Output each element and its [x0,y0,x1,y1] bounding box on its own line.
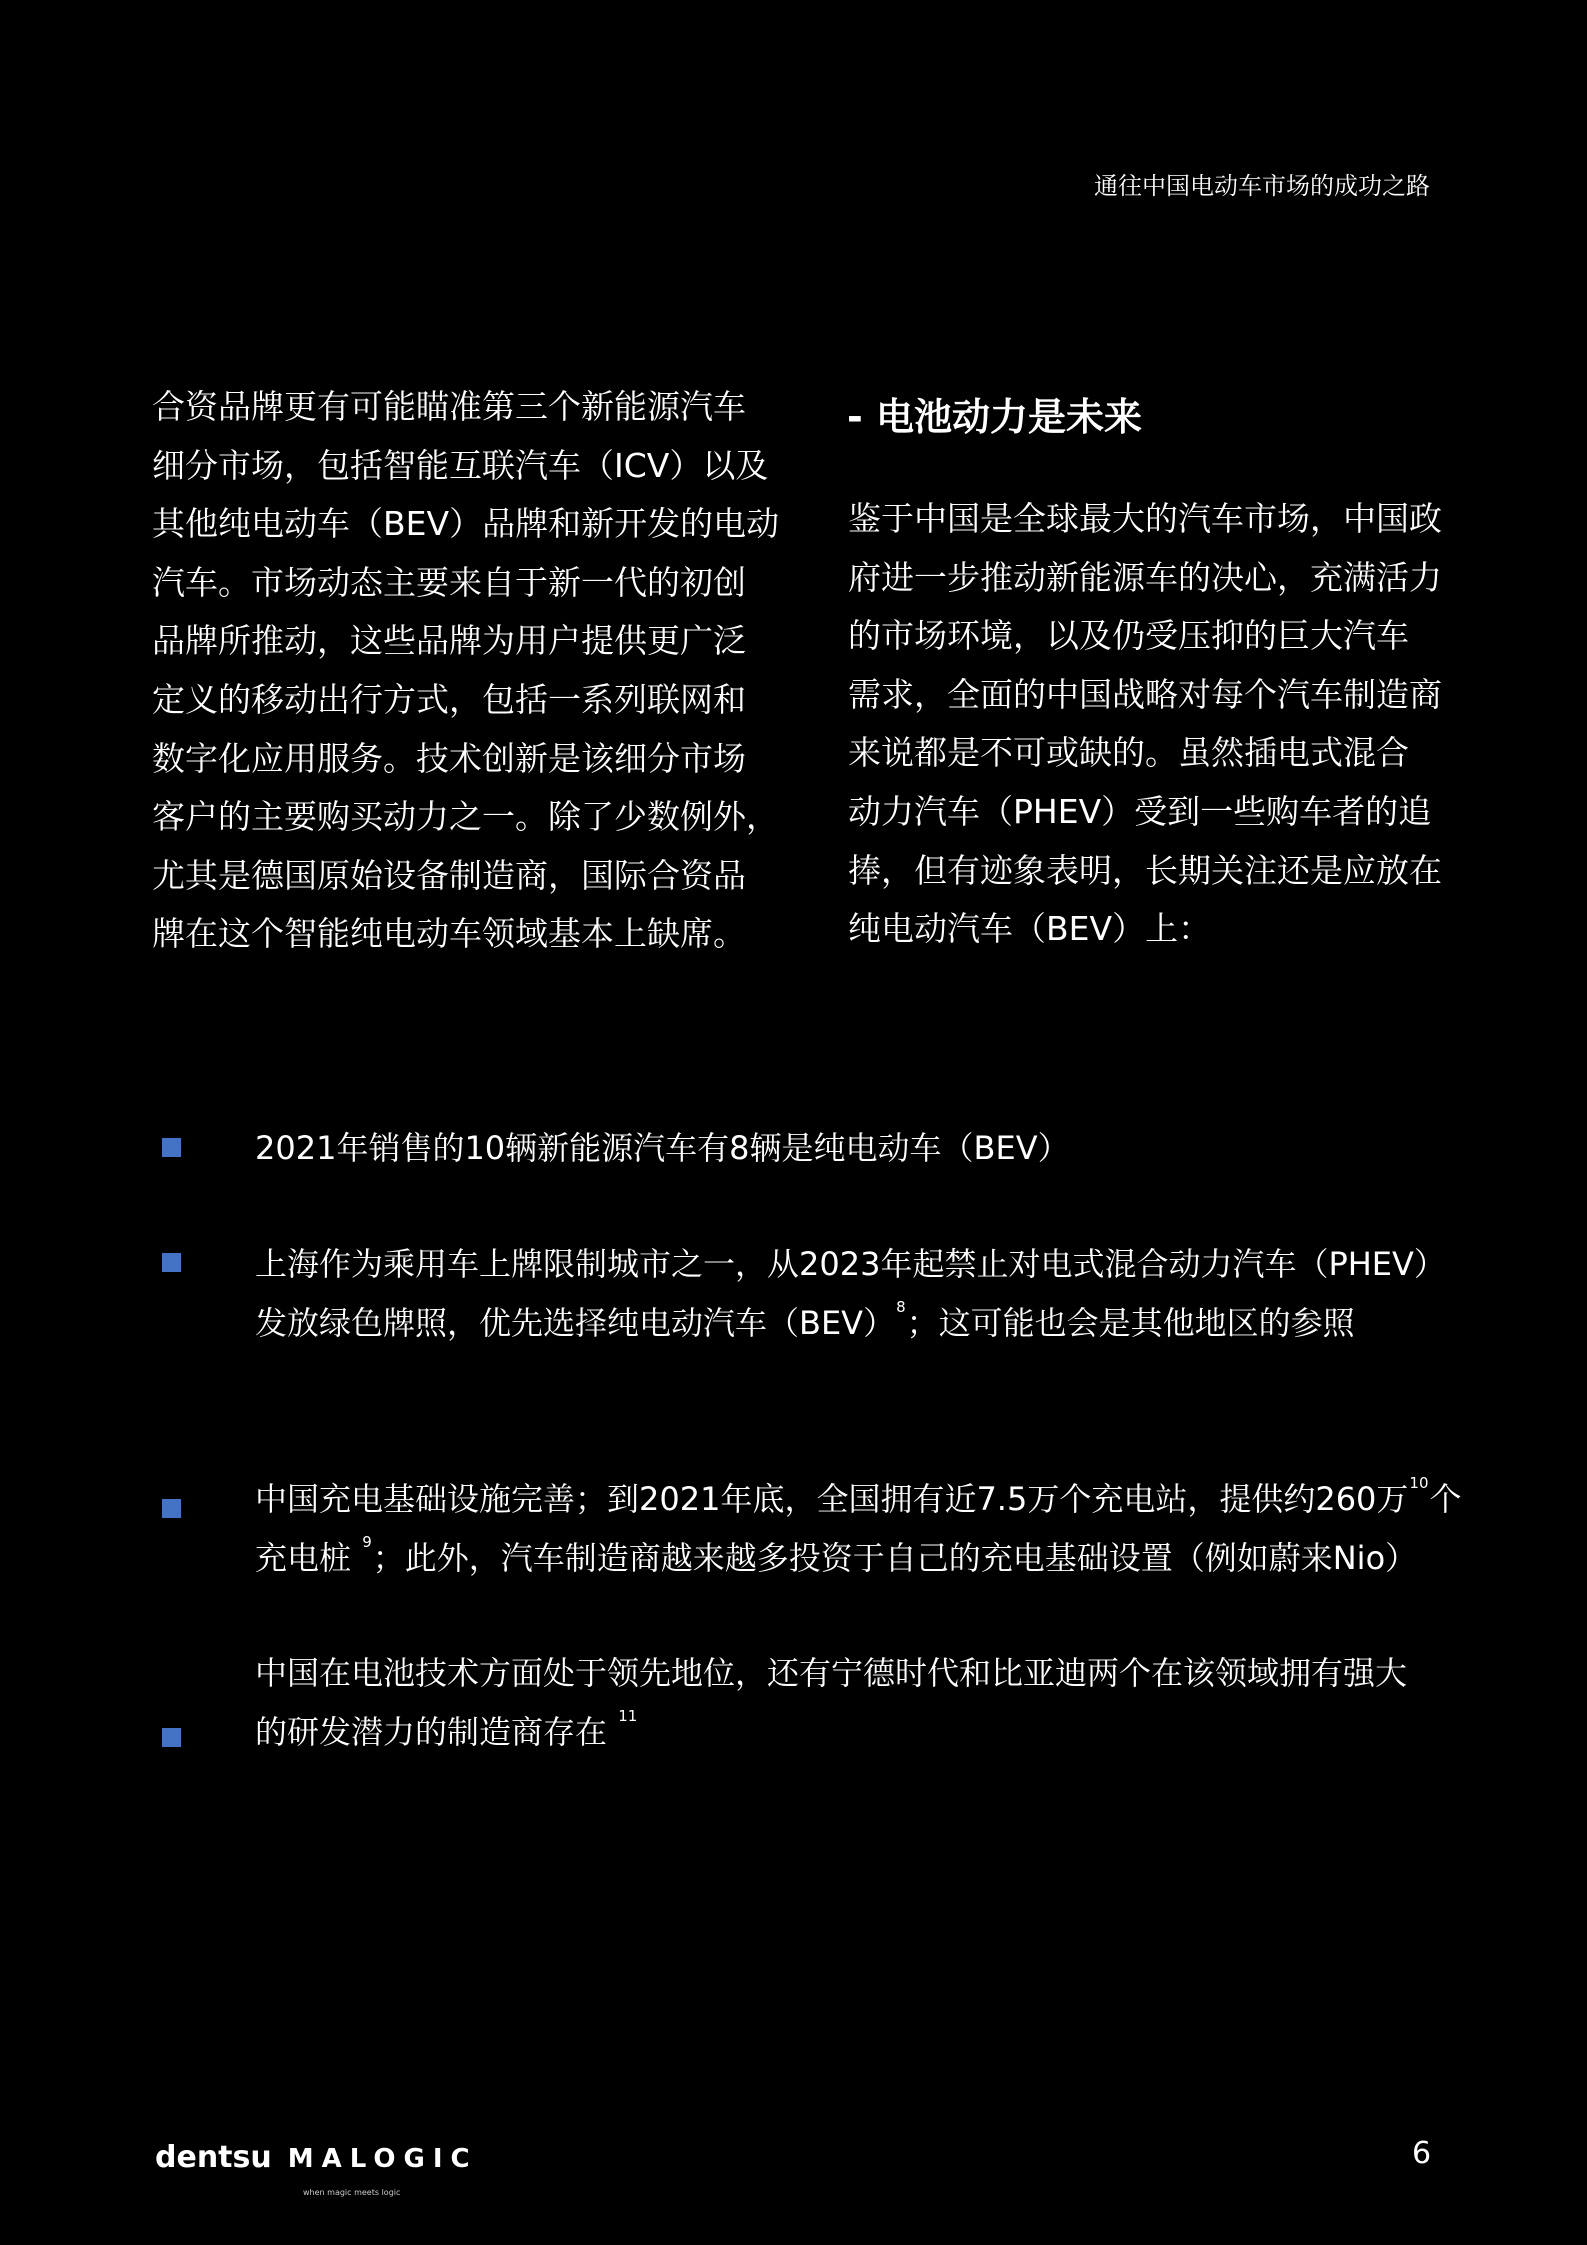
paragraph-line: 府进一步推动新能源车的决心，充满活力 [848,557,1442,597]
bullet-text: ；此外，汽车制造商越来越多投资于自己的充电基础设置（例如蔚来Nio） [372,1538,1418,1577]
bullet-line [255,1529,1462,1588]
bullet-text: 发放绿色牌照，优先选择纯电动汽车（BEV） [255,1303,896,1342]
bullet-text: 的研发潜力的制造商存在 [255,1712,618,1751]
logo-malogic: MALOGIC [287,2144,478,2174]
bullet-line [255,1294,1446,1353]
bullet-line: 中国在电池技术方面处于领先地位，还有宁德时代和比亚迪两个在该领域拥有强大 [255,1654,1408,1692]
paragraph-line: 汽车。市场动态主要来自于新一代的初创 [152,562,746,602]
bullet-square-icon [162,1138,181,1157]
bullet-item [255,1119,1070,1178]
bullet-square-icon [162,1728,181,1747]
paragraph-line: 数字化应用服务。技术创新是该细分市场 [152,738,746,778]
bullet-line [255,1470,1462,1529]
bullet-text: 个 [1429,1480,1462,1518]
footnote-ref: 10 [1409,1474,1429,1492]
right-column-paragraph [848,490,1442,959]
paragraph-line: 的市场环境，以及仍受压抑的巨大汽车 [848,616,1409,656]
paragraph-line: 牌在这个智能纯电动车领域基本上缺席。 [152,914,746,954]
bullet-square-icon [162,1499,181,1518]
paragraph-line: 需求，全面的中国战略对每个汽车制造商 [848,674,1442,714]
bullet-square-icon [162,1253,181,1272]
footnote-ref: 11 [618,1706,638,1725]
paragraph-line: 细分市场，包括智能互联汽车（ICV）以及 [152,445,769,485]
logo-tagline: when magic meets logic [303,2188,401,2197]
running-header: 通往中国电动车市场的成功之路 [1094,172,1430,200]
logo-dentsu: dentsu [155,2140,272,2175]
bullet-text: ；这可能也会是其他地区的参照 [906,1303,1355,1342]
section-heading: - 电池动力是未来 [847,395,1143,439]
bullet-text: 中国充电基础设施完善；到2021年底，全国拥有近7.5万个充电站，提供约260万 [255,1480,1409,1518]
paragraph-line: 动力汽车（PHEV）受到一些购车者的追 [848,791,1432,831]
paragraph-line: 来说都是不可或缺的。虽然插电式混合 [848,733,1409,773]
paragraph-line: 合资品牌更有可能瞄准第三个新能源汽车 [152,387,746,426]
paragraph-line: 纯电动汽车（BEV）上： [848,909,1212,949]
bullet-line: 2021年销售的10辆新能源汽车有8辆是纯电动车（BEV） [255,1129,1070,1167]
bullet-item [255,1235,1446,1352]
footnote-ref: 8 [896,1297,906,1316]
dentsu-malogic-logo [155,2140,478,2202]
left-column-paragraph [152,378,779,964]
bullet-line [255,1703,1407,1762]
paragraph-line: 品牌所推动，这些品牌为用户提供更广泛 [152,621,746,661]
paragraph-line: 捧，但有迹象表明，长期关注还是应放在 [848,850,1442,890]
paragraph-line: 尤其是德国原始设备制造商，国际合资品 [152,855,746,895]
bullet-item [255,1644,1407,1761]
bullet-text: 充电桩 [255,1538,362,1577]
bullet-line: 上海作为乘用车上牌限制城市之一，从2023年起禁止对电式混合动力汽车（PHEV） [255,1245,1446,1283]
paragraph-line: 其他纯电动车（BEV）品牌和新开发的电动 [152,504,780,544]
page-number: 6 [1412,2136,1432,2171]
paragraph-line: 客户的主要购买动力之一。除了少数例外， [152,797,779,837]
paragraph-line: 定义的移动出行方式，包括一系列联网和 [152,679,746,719]
paragraph-line: 鉴于中国是全球最大的汽车市场，中国政 [848,499,1442,538]
footnote-ref: 9 [362,1532,372,1551]
bullet-item [255,1470,1462,1587]
logo-wordmark [155,2140,478,2180]
